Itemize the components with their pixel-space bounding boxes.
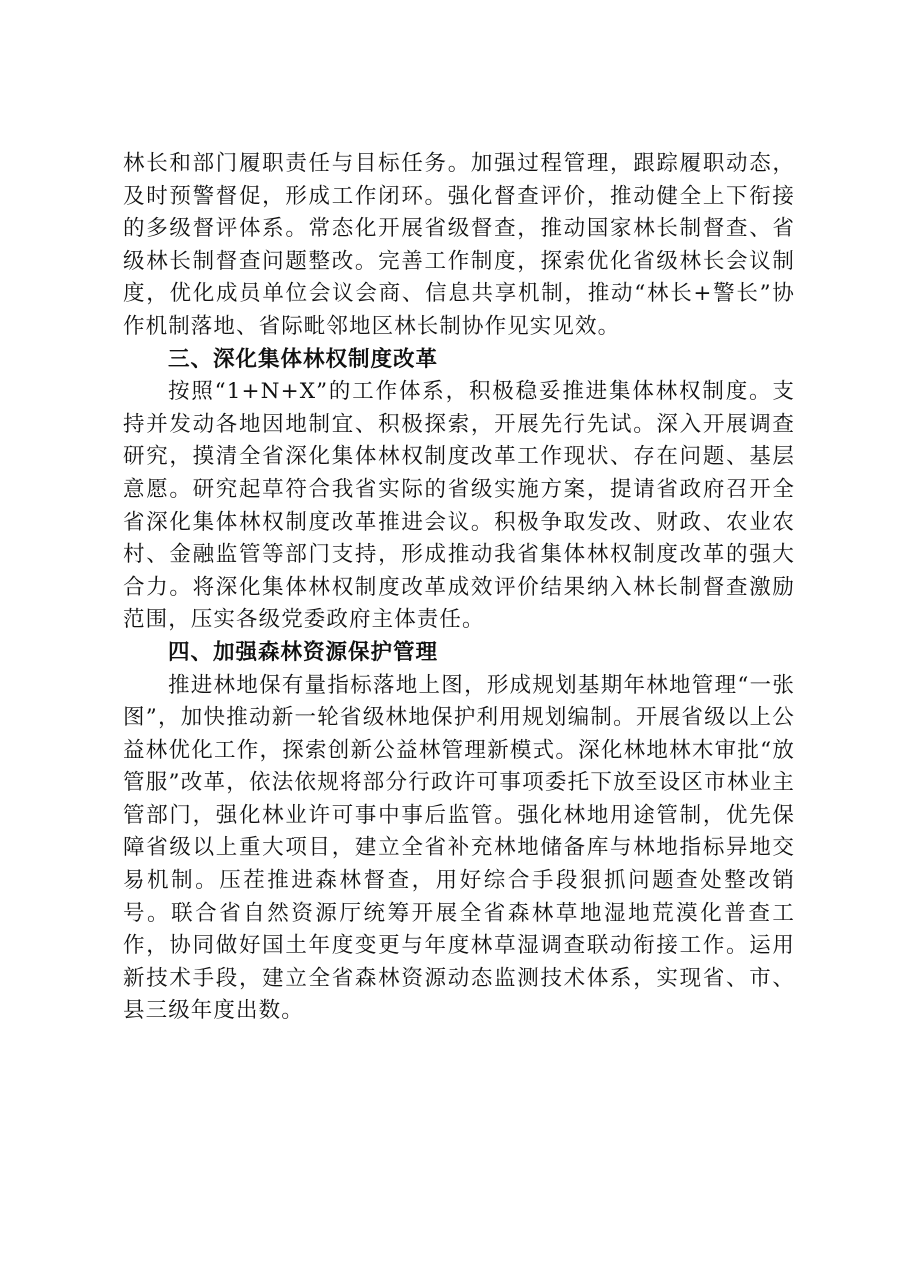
document-body [123,148,795,1028]
section-heading-3: 三、深化集体林权制度改革 [168,346,439,372]
paragraph-collective-forest-reform: 按照“1+N+X”的工作体系，积极稳妥推进集体林权制度。支持并发动各地因地制宜、积极探索，开展先行先试。深入开展调查研究，摸清全省深化集体林权制度改革工作现状、存在问题、基层意愿。研究起草符合我省实际的省级实施方案，提请省政府召开全省深化集体林权制度改革推进会议。积极争取发改、财政、农业农村、金融监管等部门支持，形成推动我省集体林权制度改革的强大合力。将深化集体林权制度改革成效评价结果纳入林长制督查激励范围，压实各级党委政府主体责任。 [123,379,795,633]
paragraph-forest-chief-duties: 林长和部门履职责任与目标任务。加强过程管理，跟踪履职动态，及时预警督促，形成工作闭环。强化督查评价，推动健全上下衔接的多级督评体系。常态化开展省级督查，推动国家林长制督查、省级林长制督查问题整改。完善工作制度，探索优化省级林长会议制度，优化成员单位会议会商、信息共享机制，推动“林长+警长”协作机制落地、省际毗邻地区林长制协作见实见效。 [123,151,795,339]
section-heading-4: 四、加强森林资源保护管理 [168,639,439,665]
paragraph-forest-resource-protection: 推进林地保有量指标落地上图，形成规划基期年林地管理“一张图”，加快推动新一轮省级林地保护利用规划编制。开展省级以上公益林优化工作，探索创新公益林管理新模式。深化林地林木审批“放管服”改革，依法依规将部分行政许可事项委托下放至设区市林业主管部门，强化林业许可事中事后监管。强化林地用途管制，优先保障省级以上重大项目，建立全省补充林地储备库与林地指标异地交易机制。压茬推进森林督查，用好综合手段狠抓问题查处整改销号。联合省自然资源厅统筹开展全省森林草地湿地荒漠化普查工作，协同做好国土年度变更与年度林草湿调查联动衔接工作。运用新技术手段，建立全省森林资源动态监测技术体系，实现省、市、县三级年度出数。 [123,672,795,1024]
